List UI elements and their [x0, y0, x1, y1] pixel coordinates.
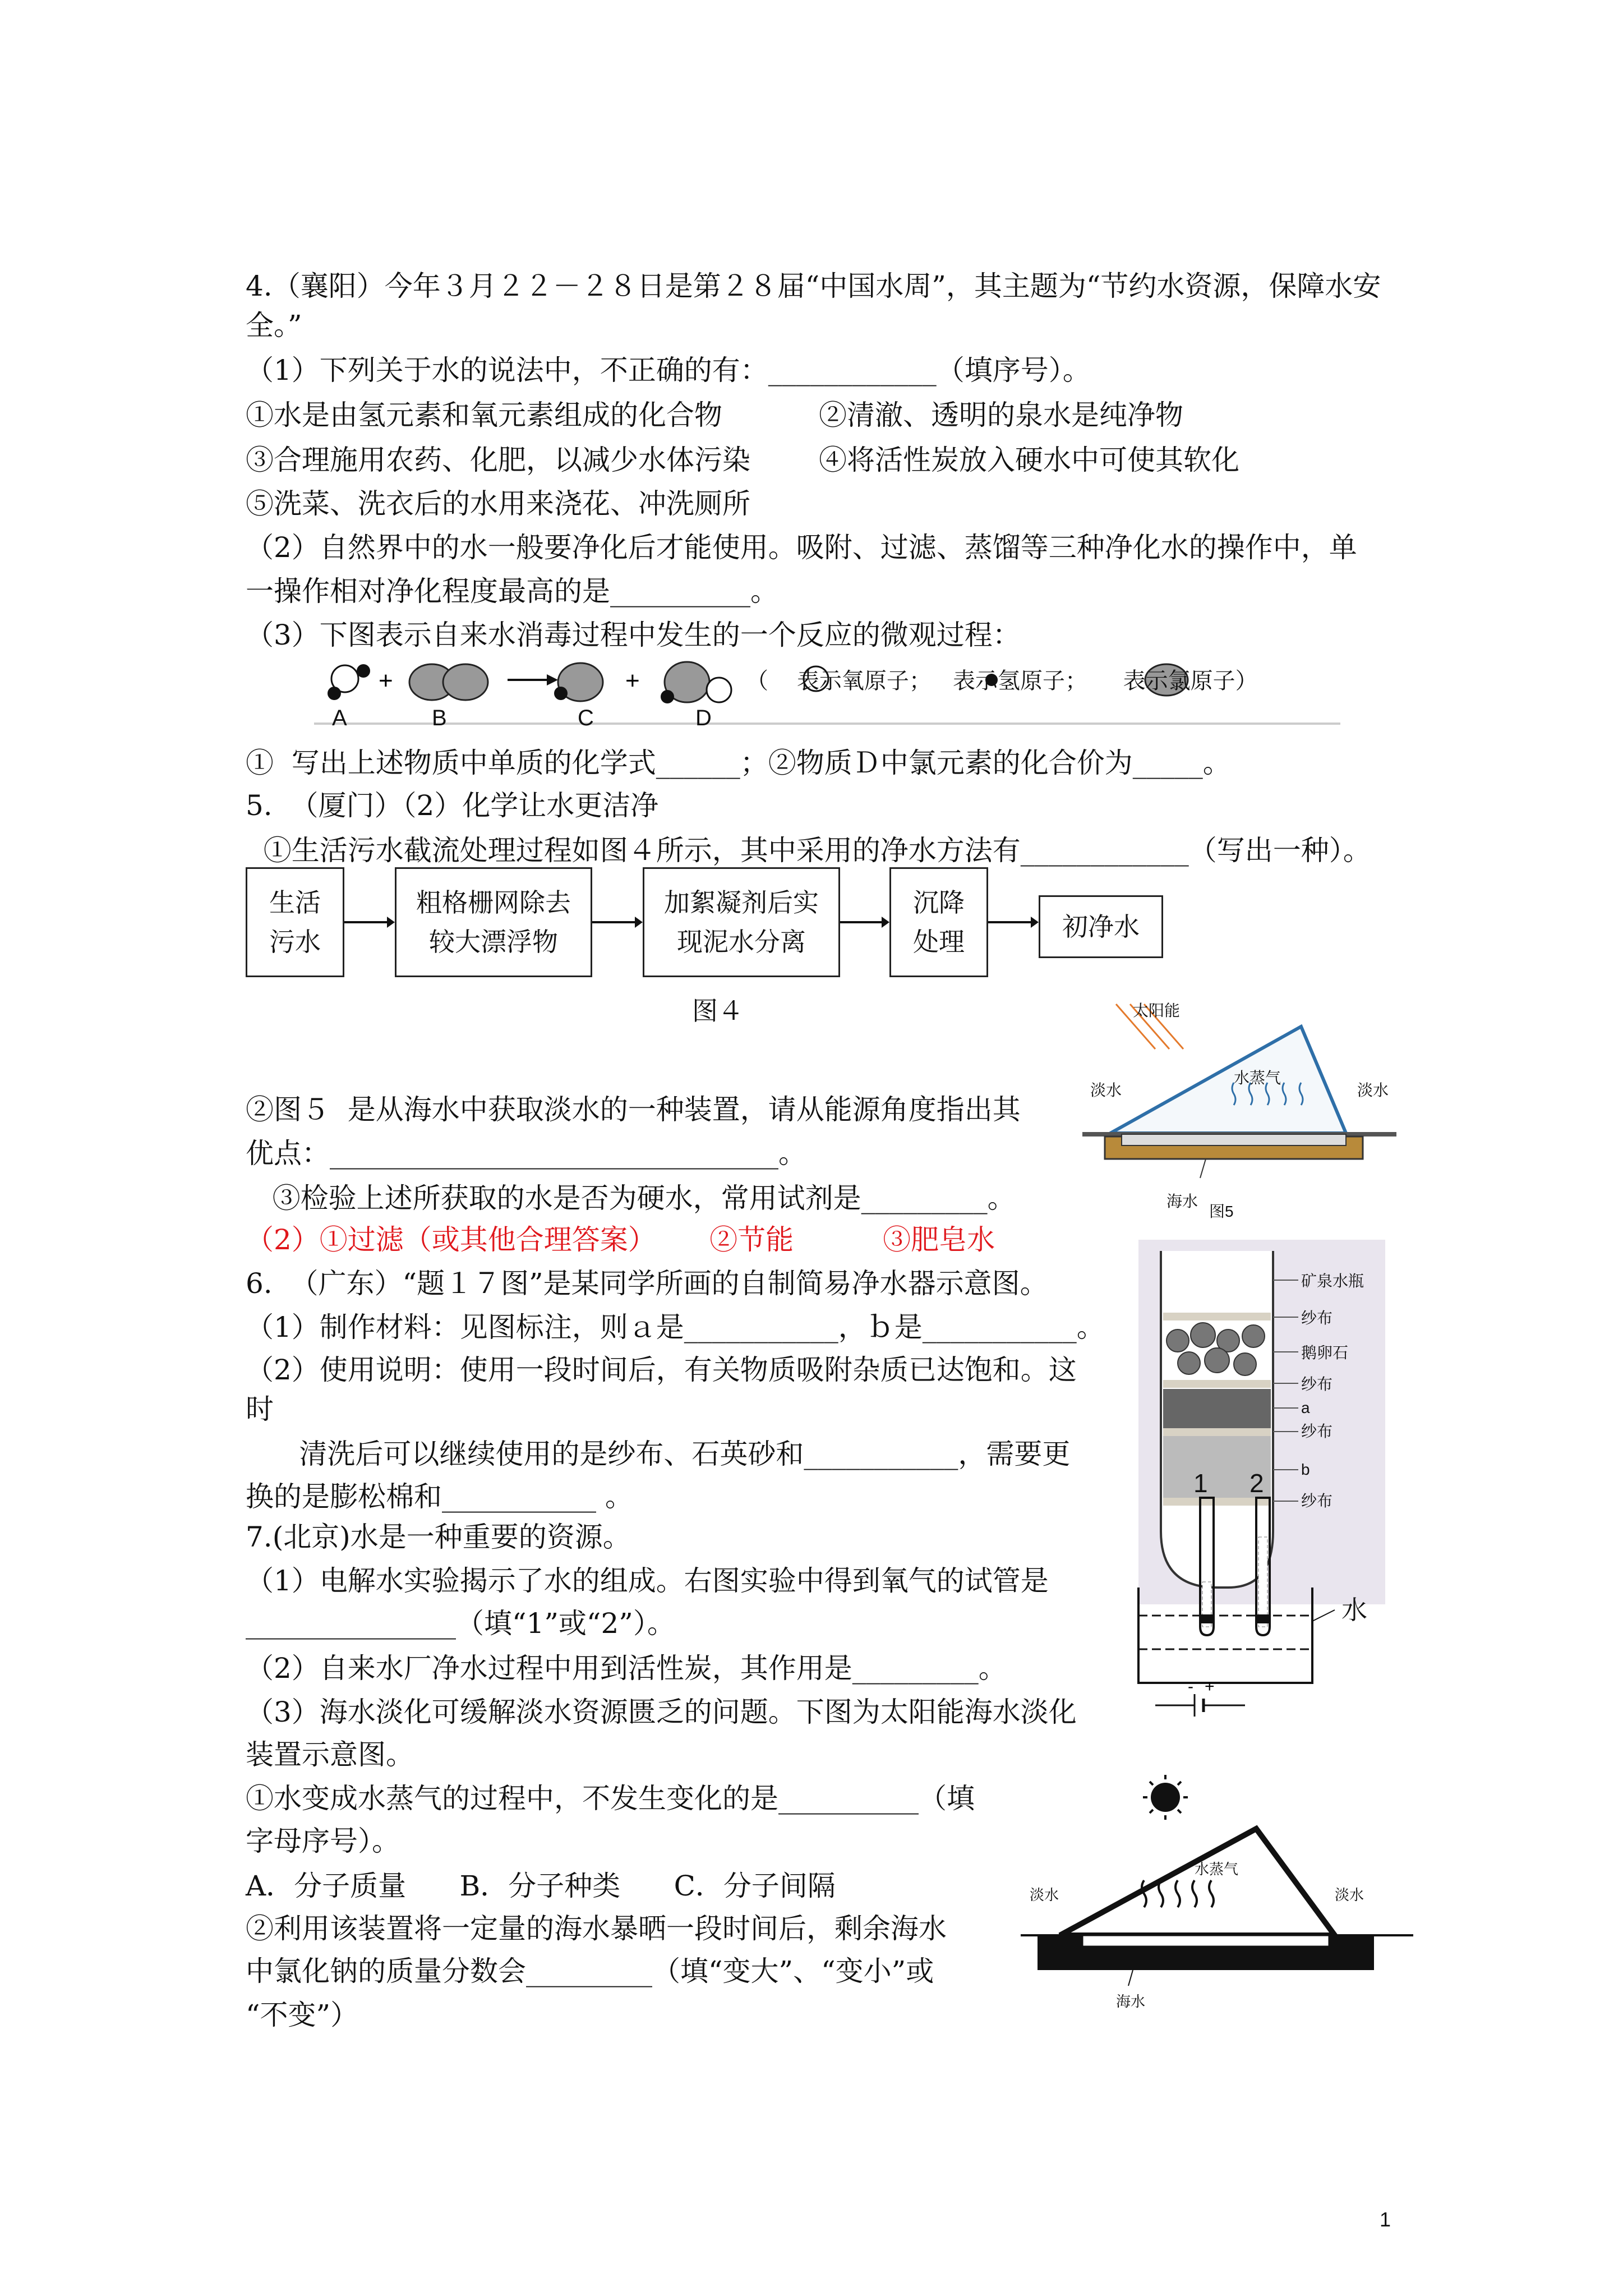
q7-line-9: A．分子质量 B．分子种类 C．分子间隔: [246, 1870, 836, 1902]
fig5-fresh-left: 淡水: [1090, 1082, 1122, 1099]
svg-text:+: +: [1205, 1677, 1215, 1696]
filter-label-gauze-1: 纱布: [1301, 1309, 1333, 1327]
q5-line-3: ②图５ 是从海水中获取淡水的一种装置，请从能源角度指出其: [246, 1093, 1021, 1126]
q7-line-7: ①水变成水蒸气的过程中，不发生变化的是__________（填: [246, 1782, 975, 1815]
flow-box-1: 生活 污水: [246, 867, 344, 977]
q7-line-3: _______________（填“1”或“2”）。: [246, 1607, 675, 1640]
filter-label-pebble: 鹅卵石: [1301, 1344, 1349, 1361]
q7-line-5: （3）海水淡化可缓解淡水资源匮乏的问题。下图为太阳能海水淡化: [246, 1696, 1077, 1728]
fig5-vapor-label: 水蒸气: [1234, 1069, 1281, 1087]
label-d: D: [695, 706, 712, 730]
q7-line-4: （2）自来水厂净水过程中用到活性炭，其作用是_________。: [246, 1652, 1007, 1685]
q4-option-1: ①水是由氢元素和氧元素组成的化合物: [246, 399, 722, 431]
q6-line-3: （2）使用说明：使用一段时间后，有关物质吸附杂质已达饱和。这: [246, 1354, 1077, 1386]
q6-line-5: 清洗后可以继续使用的是纱布、石英砂和___________，需要更: [246, 1438, 1071, 1470]
tube-2-label: 2: [1249, 1469, 1264, 1498]
q5-line-1: 5. （厦门）（2）化学让水更洁净: [246, 789, 659, 822]
fig-desal-vapor: 水蒸气: [1195, 1861, 1239, 1878]
tube-1-label: 1: [1193, 1469, 1208, 1498]
filter-label-gauze-3: 纱布: [1301, 1423, 1333, 1440]
label-a: A: [332, 706, 347, 730]
q7-line-2: （1）电解水实验揭示了水的组成。右图实验中得到氧气的试管是: [246, 1565, 1049, 1597]
q6-line-6: 换的是膨松棉和___________ 。: [246, 1480, 633, 1513]
q4-sub-3-question: ① 写出上述物质中单质的化学式______；②物质Ｄ中氯元素的化合价为_____。: [246, 747, 1231, 779]
figure-4-caption: 图４: [692, 996, 744, 1025]
q5-line-2: ①生活污水截流处理过程如图４所示，其中采用的净水方法有____________（写出一种）。: [246, 834, 1371, 867]
fig-desal-sea: 海水: [1116, 1993, 1146, 2010]
label-c: C: [578, 706, 594, 730]
q4-option-4: ④将活性炭放入硬水中可使其软化: [819, 444, 1239, 476]
q4-option-3: ③合理施用农药、化肥，以减少水体污染: [246, 444, 750, 476]
q5-line-5: ③检验上述所获取的水是否为硬水，常用试剂是_________。: [246, 1182, 1016, 1214]
fig-desal-fresh-right: 淡水: [1335, 1887, 1364, 1903]
q4-sub-3: （3）下图表示自来水消毒过程中发生的一个反应的微观过程：: [246, 619, 1021, 651]
q7-line-12: “不变”）: [246, 1999, 359, 2031]
fig5-caption: 图5: [1209, 1203, 1234, 1220]
q4-option-5: ⑤洗菜、洗衣后的水用来浇花、冲洗厕所: [246, 487, 750, 520]
q7-line-8: 字母序号）。: [246, 1825, 400, 1857]
reaction-legend: （ 表示氧原子； 表示氢原子； 表示氯原子）: [746, 668, 1258, 694]
filter-label-a: a: [1301, 1399, 1310, 1416]
flow-arrows: [344, 909, 1040, 942]
label-b: B: [432, 706, 447, 730]
flow-box-3: 加絮凝剂后实 现泥水分离: [643, 867, 840, 977]
filter-label-b: b: [1301, 1461, 1310, 1478]
q6-line-2: （1）制作材料：见图标注，则ａ是___________，ｂ是___________。: [246, 1311, 1105, 1343]
q7-line-6: 装置示意图。: [246, 1738, 414, 1771]
q5-answer: （2）①过滤（或其他合理答案） ②节能 ③肥皂水: [246, 1223, 995, 1256]
q4-sub-2b: 一操作相对净化程度最高的是__________。: [246, 575, 778, 608]
flow-box-4: 沉降 处理: [889, 867, 988, 977]
fig5-fresh-right: 淡水: [1357, 1082, 1389, 1099]
svg-text:+: +: [625, 667, 640, 694]
q4-sub-2a: （2）自然界中的水一般要净化后才能使用。吸附、过滤、蒸馏等三种净化水的操作中，单: [246, 531, 1357, 564]
q4-sub-1: （1）下列关于水的说法中，不正确的有：____________（填序号）。: [246, 354, 1091, 386]
q4-option-2: ②清澈、透明的泉水是纯净物: [819, 399, 1183, 431]
fig5-sun-label: 太阳能: [1133, 1002, 1181, 1019]
filter-label-gauze-2: 纱布: [1301, 1375, 1333, 1393]
filter-label-gauze-4: 纱布: [1301, 1492, 1333, 1510]
q4-line-2: 全。”: [246, 309, 302, 342]
fig-desal-fresh-left: 淡水: [1030, 1887, 1059, 1903]
flow-box-2: 粗格栅网除去 较大漂浮物: [395, 867, 592, 977]
q4-line-1: 4.（襄阳）今年３月２２－２８日是第２８届“中国水周”，其主题为“节约水资源，保障水安: [246, 270, 1381, 302]
q7-line-1: 7.(北京)水是一种重要的资源。: [246, 1521, 631, 1553]
svg-text:+: +: [379, 667, 393, 694]
q6-line-1: 6. （广东）“题１７图”是某同学所画的自制简易净水器示意图。: [246, 1267, 1048, 1300]
page-number: 1: [1380, 2208, 1391, 2231]
q6-line-4: 时: [246, 1393, 274, 1425]
q7-line-11: 中氯化钠的质量分数会_________（填“变大”、“变小”或: [246, 1955, 934, 1987]
fig5-sea-label: 海水: [1166, 1193, 1198, 1210]
filter-label-bottle: 矿泉水瓶: [1301, 1272, 1364, 1290]
svg-text:-: -: [1188, 1677, 1193, 1696]
water-label: 水: [1341, 1595, 1367, 1625]
q5-line-4: 优点：________________________________。: [246, 1137, 806, 1170]
q7-line-10: ②利用该装置将一定量的海水暴晒一段时间后，剩余海水: [246, 1912, 947, 1945]
flow-box-5: 初净水: [1039, 895, 1163, 958]
